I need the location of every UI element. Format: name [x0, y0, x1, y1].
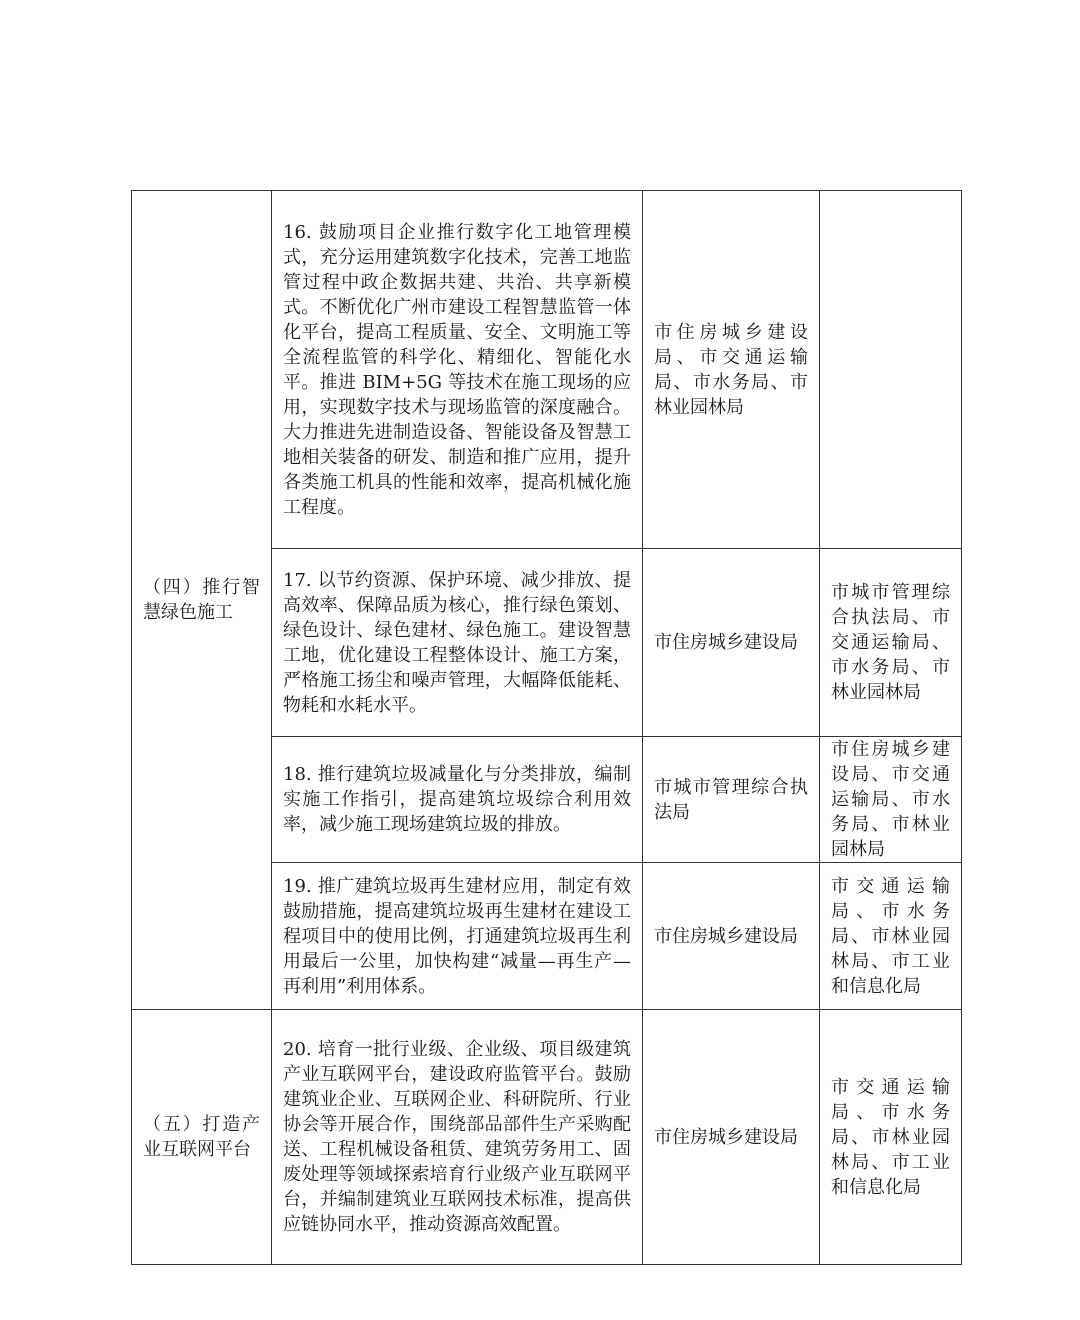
measure-cell: 16. 鼓励项目企业推行数字化工地管理模式，充分运用建筑数字化技术，完善工地监管过程中政企数据共建、共治、共享新模式。不断优化广州市建设工程智慧监管一体化平台，提高工程质量、安全、文明施工等全流程监管的科学化、精细化、智能化水平。推进 BIM+5G 等技术在施工现场的应用，实现数字技术与现场监管的深度融合。大力推进先进制造设备、智能设备及智慧工地相关装备的研发、制造和推广应用，提升各类施工机具的性能和效率，提高机械化施工程度。	[272, 191, 643, 549]
table-row	[132, 191, 962, 549]
section-cell: （五）打造产业互联网平台	[132, 1010, 272, 1265]
lead-agency-cell: 市住房城乡建设局	[643, 1010, 820, 1265]
table-row	[132, 1010, 962, 1265]
lead-agency-cell: 市城市管理综合执法局	[643, 737, 820, 863]
section-cell: （四）推行智慧绿色施工	[132, 191, 272, 1010]
policy-table	[131, 190, 962, 1265]
support-agency-cell: 市住房城乡建设局、市交通运输局、市水务局、市林业园林局	[820, 737, 962, 863]
measure-cell: 17. 以节约资源、保护环境、减少排放、提高效率、保障品质为核心，推行绿色策划、绿色设计、绿色建材、绿色施工。建设智慧工地，优化建设工程整体设计、施工方案，严格施工扬尘和噪声管理，大幅降低能耗、物耗和水耗水平。	[272, 549, 643, 737]
lead-agency-cell: 市住房城乡建设局、市交通运输局、市水务局、市林业园林局	[643, 191, 820, 549]
lead-agency-cell: 市住房城乡建设局	[643, 549, 820, 737]
support-agency-cell: 市城市管理综合执法局、市交通运输局、市水务局、市林业园林局	[820, 549, 962, 737]
measure-cell: 18. 推行建筑垃圾减量化与分类排放，编制实施工作指引，提高建筑垃圾综合利用效率，减少施工现场建筑垃圾的排放。	[272, 737, 643, 863]
measure-cell: 19. 推广建筑垃圾再生建材应用，制定有效鼓励措施，提高建筑垃圾再生建材在建设工程项目中的使用比例，打通建筑垃圾再生利用最后一公里，加快构建“减量—再生产—再利用”利用体系。	[272, 863, 643, 1010]
support-agency-cell	[820, 191, 962, 549]
support-agency-cell: 市交通运输局、市水务局、市林业园林局、市工业和信息化局	[820, 863, 962, 1010]
support-agency-cell: 市交通运输局、市水务局、市林业园林局、市工业和信息化局	[820, 1010, 962, 1265]
lead-agency-cell: 市住房城乡建设局	[643, 863, 820, 1010]
measure-cell: 20. 培育一批行业级、企业级、项目级建筑产业互联网平台，建设政府监管平台。鼓励建筑业企业、互联网企业、科研院所、行业协会等开展合作，围绕部品部件生产采购配送、工程机械设备租赁、建筑劳务用工、固废处理等领域探索培育行业级产业互联网平台，并编制建筑业互联网技术标准，提高供应链协同水平，推动资源高效配置。	[272, 1010, 643, 1265]
